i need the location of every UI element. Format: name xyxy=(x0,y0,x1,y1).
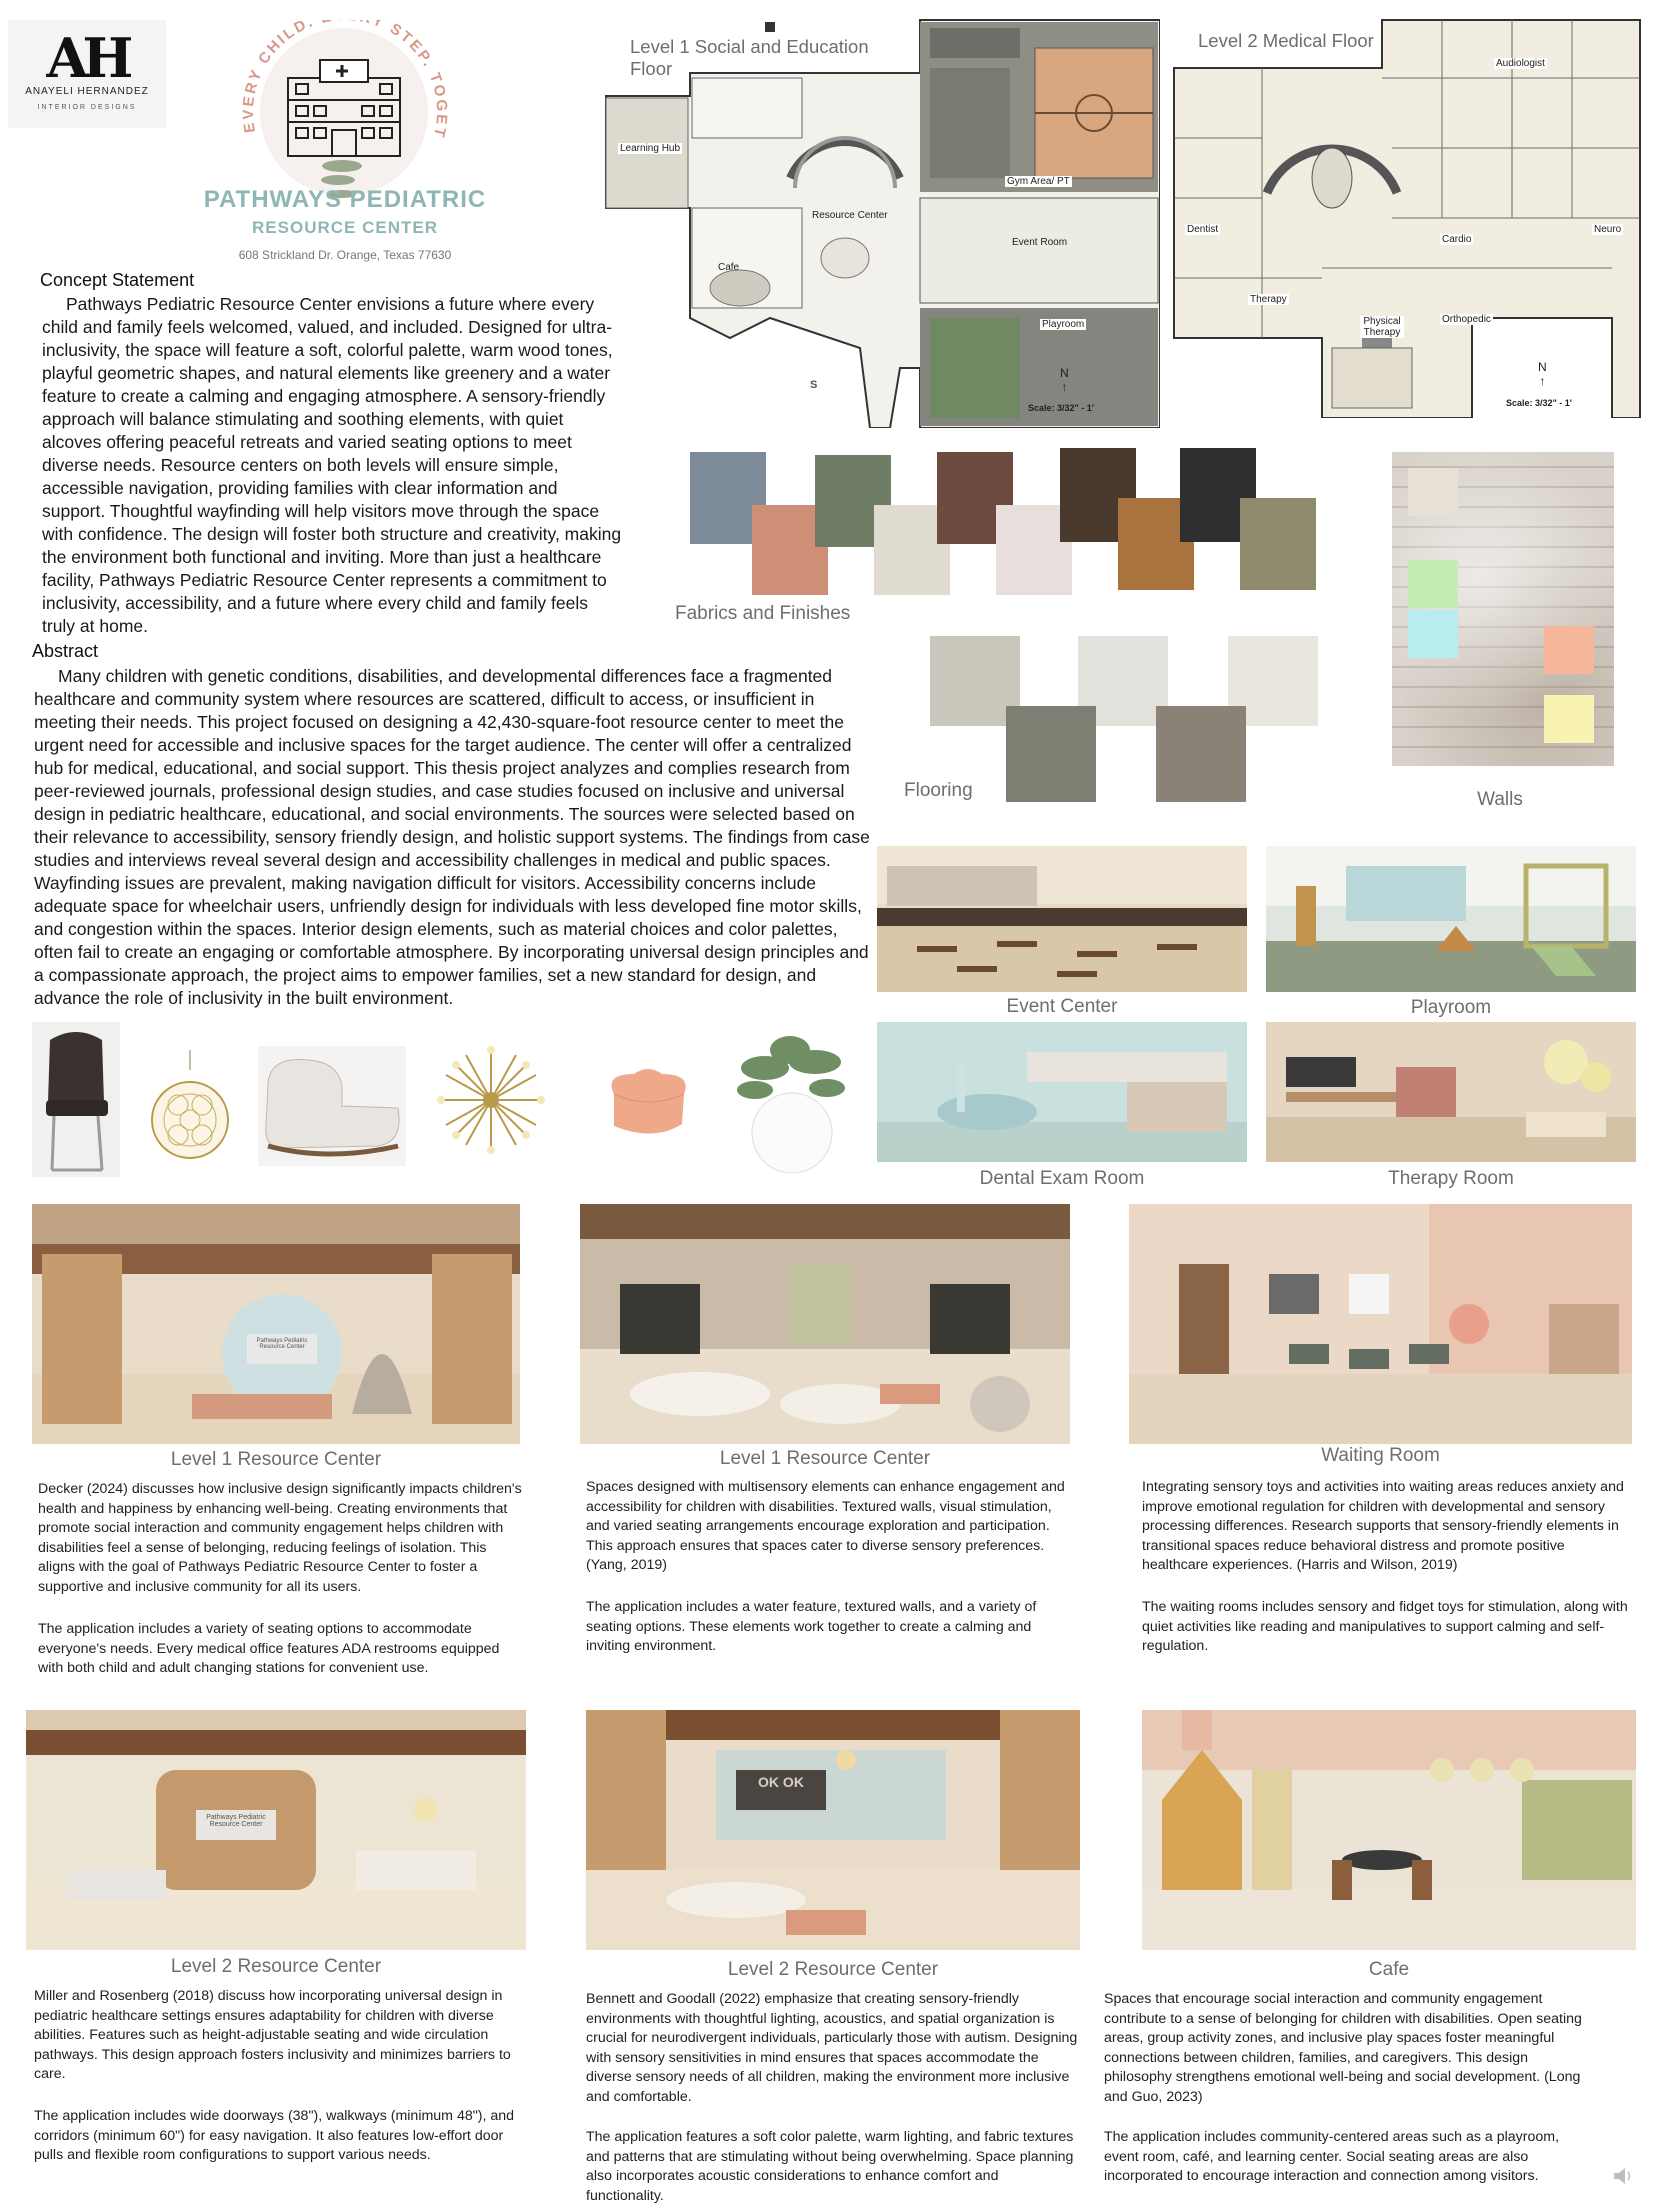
fabrics-label: Fabrics and Finishes xyxy=(675,603,851,624)
brand-address: 608 Strickland Dr. Orange, Texas 77630 xyxy=(238,248,452,262)
wall-swatch-5 xyxy=(1544,695,1594,743)
floor2-room-therapy: Therapy xyxy=(1250,294,1287,305)
level2-render-b-sign: OK OK xyxy=(758,1774,804,1790)
sputnik-chandelier-image xyxy=(426,1035,556,1165)
cafe-render xyxy=(1142,1710,1636,1950)
render-text-5a: Bennett and Goodall (2022) emphasize that creating sensory-friendly environments with thoughtful lighting, acoustics, and spatial organization is crucial for neurodivergent individuals, particularly those with autism. Designing with sensory sensitivities in mind ensures that spaces accommodate the diverse sensory needs of all children, making the environment more inclusive and comfortable. xyxy=(586,1991,1078,2105)
floor1-plan-drawing xyxy=(600,18,1160,428)
floor1-room-cafe: Cafe xyxy=(718,262,740,273)
level2-resource-center-render-a xyxy=(26,1710,526,1950)
floor1-scale: Scale: 3/32" - 1' xyxy=(1028,403,1094,413)
render-text-6b: The application includes community-centered areas such as a playroom, event room, café, and learning center. Social seating areas are also incorporated to encourage interaction and connection among visitors. xyxy=(1104,2129,1560,2184)
floor2-room-neuro: Neuro xyxy=(1594,224,1622,235)
sputnik-chandelier-icon xyxy=(426,1035,556,1165)
flooring-swatch-5 xyxy=(1156,706,1246,802)
playroom-label: Playroom xyxy=(1410,997,1492,1018)
planter-image xyxy=(735,1028,849,1173)
svg-text:S: S xyxy=(810,379,818,391)
concept-text: Pathways Pediatric Resource Center envisions a future where every child and family feels welcomed, valued, and included. Designed for ultra-inclusivity, the space will feature a soft, colorful palette, warm wood tones, playful geometric shapes, and natural elements like greenery and a water feature to create a calming and engaging atmosphere. A sensory-friendly approach will balance stimulating and soothing elements, with quiet alcoves offering peaceful retreats and varied seating options to meet diverse needs. Resource centers on both levels will ensure simple, accessible navigation, providing families with clear information and support. Thoughtful wayfinding will help visitors move through the space with confidence. The design will foster both structure and creativity, making the environment both functional and inviting. More than just a healthcare facility, Pathways Pediatric Resource Center represents a commitment to inclusivity, accessibility, and a future where every child and family feels truly at home. xyxy=(42,294,622,636)
floor2-north-icon: N ↑ xyxy=(1538,360,1547,388)
wall-swatch-3 xyxy=(1408,610,1458,658)
flower-ottoman-icon xyxy=(594,1064,702,1144)
floor1-room-playroom: Playroom xyxy=(1042,319,1085,330)
level1-resource-center-render-b xyxy=(580,1204,1070,1444)
level2-render-a-sign: Pathways Pediatric Resource Center xyxy=(206,1814,266,1828)
logo-monogram: AH xyxy=(46,26,128,90)
logo-designer-name: ANAYELI HERNANDEZ xyxy=(25,86,149,97)
flooring-label: Flooring xyxy=(904,780,973,801)
flooring-swatch-4 xyxy=(1006,706,1096,802)
concept-heading: Concept Statement xyxy=(40,270,195,290)
floor1-room-learning-hub: Learning Hub xyxy=(620,143,681,154)
floor2-room-cardio: Cardio xyxy=(1442,234,1472,245)
level1-render-a-sign: Pathways Pediatric Resource Center xyxy=(256,1338,308,1350)
floor2-north-label: N xyxy=(1538,360,1547,374)
render-caption-3: Waiting Room xyxy=(1321,1445,1440,1466)
chair-image xyxy=(32,1022,120,1177)
lounge-sofa-icon xyxy=(258,1046,406,1166)
floor1-title: Level 1 Social and Education Floor xyxy=(630,36,869,79)
designer-logo xyxy=(8,20,166,128)
render-text-1b: The application includes a variety of seating options to accommodate everyone's needs. Every medical office features ADA restrooms equipped with both child and adult changing stations for convenient use. xyxy=(38,1621,500,1676)
event-center-label: Event Center xyxy=(1006,996,1118,1017)
floor2-room-orthopedic: Orthopedic xyxy=(1442,314,1491,325)
flower-ottoman-image xyxy=(594,1064,702,1144)
chair-icon xyxy=(32,1022,120,1177)
render-text-5b: The application features a soft color palette, warm lighting, and fabric textures and patterns that are stimulating without being overwhelming. Space planning also incorporates acoustic considerations to enhance comfort and functionality. xyxy=(586,2129,1074,2204)
abstract-text: Many children with genetic conditions, disabilities, and developmental differences face a fragmented healthcare and community system where resources are scattered, difficult to access, or insufficient in meeting their needs. This project focused on designing a 42,430-square-foot resource center to meet the urgent need for accessible and inclusive spaces for the target audience. The center will offer a centralized hub for medical, educational, and social support. This thesis project analyzes and complies research from peer-reviewed journals, professional design studies, and case studies focused on inclusive and universal design in pediatric healthcare, educational, and social environments. The sources were selected based on their relevance to accessibility, sensory friendly design, and holistic support systems. The findings from case studies and interviews reveal several design and accessibility challenges in medical and public spaces. Wayfinding issues are prevalent, making navigation difficult for visitors. Accessibility concerns include adequate space for wheelchair users, unfriendly design for individuals with less developed fine motor skills, and congestion within the spaces. Interior design elements, such as material choices and color palettes, often fail to create an engaging or comfortable atmosphere. By incorporating universal design principles and a compassionate approach, the project aims to empower families, set a new standard for design, and advance the role of inclusivity in the built environment. xyxy=(34,666,870,1008)
speaker-icon[interactable] xyxy=(1612,2166,1636,2186)
render-text-3a: Integrating sensory toys and activities into waiting areas reduces anxiety and improve emotional regulation for children with developmental and sensory processing differences. Research supports that sensory-friendly elements in transitional spaces reduce behavioral distress and promote positive healthcare experiences. (Harris and Wilson, 2019) xyxy=(1142,1479,1624,1573)
brand-badge xyxy=(196,20,496,205)
floor2-title: Level 2 Medical Floor xyxy=(1198,30,1374,51)
render-text-3b: The waiting rooms includes sensory and fidget toys for stimulation, along with quiet activities like reading and manipulatives to support calming and self-regulation. xyxy=(1142,1599,1628,1654)
floor1-room-event-room: Event Room xyxy=(1012,237,1068,248)
render-text-6a: Spaces that encourage social interaction and community engagement contribute to a sense of belonging for children with disabilities. Open seating areas, group activity zones, and inclusive play spaces foster meaningful connections between children, families, and caregivers. This design philosophy strengthens emotional well-being and social development. (Long and Guo, 2023) xyxy=(1104,1991,1582,2105)
wall-swatch-1 xyxy=(1408,468,1458,516)
render-text-1a: Decker (2024) discusses how inclusive design significantly impacts children's health and happiness by enhancing well-being. Creating environments that promote social interaction and community engagement helps children with disabilities feel a sense of belonging, reducing feelings of isolation. This aligns with the goal of Pathways Pediatric Resource Center to foster a supportive and inclusive community for all its users. xyxy=(38,1481,522,1595)
floor1-plan xyxy=(600,18,1160,428)
render-text-4a: Miller and Rosenberg (2018) discuss how incorporating universal design in pediatric healthcare settings ensures adaptability for children with diverse abilities. Features such as height-adjustable seating and wide circulation pathways. This design approach fosters inclusivity and minimizes barriers to care. xyxy=(34,1988,511,2082)
therapy-room-render xyxy=(1266,1022,1636,1162)
dental-exam-label: Dental Exam Room xyxy=(979,1168,1145,1189)
floor1-north-label: N xyxy=(1060,366,1069,380)
floor2-room-physical-therapy: Physical Therapy xyxy=(1360,316,1404,338)
planter-icon xyxy=(735,1028,849,1173)
level2-resource-center-render-b xyxy=(586,1710,1080,1950)
therapy-room-label: Therapy Room xyxy=(1388,1168,1514,1189)
wall-swatch-4 xyxy=(1544,626,1594,674)
render-caption-2: Level 1 Resource Center xyxy=(719,1448,931,1469)
floor2-room-dentist: Dentist xyxy=(1187,224,1219,235)
brand-title: PATHWAYS PEDIATRIC xyxy=(203,186,487,213)
render-text-2b: The application includes a water feature, textured walls, and a variety of seating options. These elements work together to create a calming and inviting environment. xyxy=(586,1599,1037,1654)
pendant-globe-icon xyxy=(150,1050,230,1170)
render-caption-5: Level 2 Resource Center xyxy=(727,1959,939,1980)
floor1-room-resource-center: Resource Center xyxy=(812,210,888,221)
floor2-plan xyxy=(1172,18,1642,418)
render-caption-4: Level 2 Resource Center xyxy=(170,1956,382,1977)
walls-label: Walls xyxy=(1477,789,1523,810)
render-text-4b: The application includes wide doorways (38"), walkways (minimum 48"), and corridors (minimum 60") for easy navigation. It also features low-effort door pulls and flexible room configurations to support various needs. xyxy=(34,2108,515,2163)
floor2-room-audiologist: Audiologist xyxy=(1496,58,1545,69)
lounge-sofa-image xyxy=(258,1046,406,1166)
abstract-heading: Abstract xyxy=(32,641,99,661)
waiting-room-render xyxy=(1129,1204,1632,1444)
fabric-swatch-10 xyxy=(1240,498,1316,590)
floor2-scale: Scale: 3/32" - 1' xyxy=(1506,398,1572,408)
brand-subtitle: RESOURCE CENTER xyxy=(252,218,438,237)
floor2-plan-drawing xyxy=(1172,18,1642,418)
playroom-render xyxy=(1266,846,1636,992)
floor1-north-icon: N ↑ xyxy=(1060,366,1069,394)
floor1-room-gym: Gym Area/ PT xyxy=(1007,176,1070,187)
level1-resource-center-render-a xyxy=(32,1204,520,1444)
logo-designer-sub: INTERIOR DESIGNS xyxy=(37,104,137,111)
render-caption-6: Cafe xyxy=(1368,1959,1410,1980)
brand-arc-text: EVERY CHILD. Y STEP. TOGET xyxy=(239,20,451,141)
wall-swatch-2 xyxy=(1408,560,1458,608)
brand-badge-graphic xyxy=(196,20,496,205)
render-caption-1: Level 1 Resource Center xyxy=(170,1449,382,1470)
dental-exam-render xyxy=(877,1022,1247,1162)
render-text-2a: Spaces designed with multisensory elements can enhance engagement and accessibility for children with disabilities. Textured walls, visual stimulation, and varied seating arrangements encourage exploration and participation. This approach ensures that spaces cater to diverse sensory preferences. (Yang, 2019) xyxy=(586,1479,1065,1573)
event-center-render xyxy=(877,846,1247,992)
pendant-globe-image xyxy=(150,1050,230,1170)
